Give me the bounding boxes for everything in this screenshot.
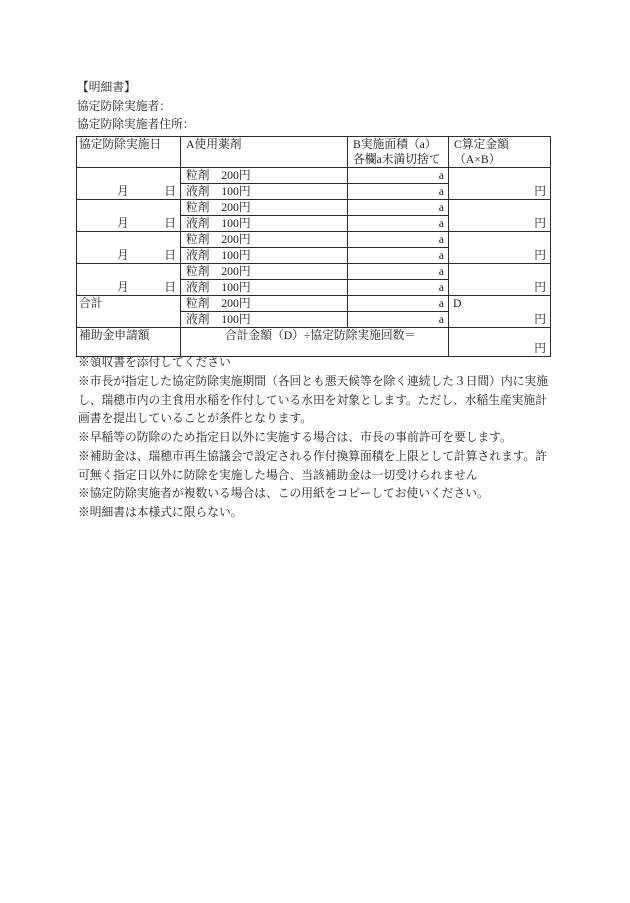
area-cell: a	[348, 264, 449, 280]
total-label: 合計	[79, 297, 103, 310]
header-area-line2: 各欄a未満切捨て	[353, 153, 441, 166]
total-amount-box	[449, 296, 550, 327]
area-cell: a	[348, 248, 449, 264]
day-label: 日	[164, 249, 176, 262]
note-line: ※早稲等の防除のため指定日以外に実施する場合は、市長の事前許可を要します。	[78, 431, 512, 444]
amount-cell	[449, 232, 551, 264]
yen-label: 円	[534, 313, 546, 326]
detail-table	[76, 136, 551, 357]
area-cell: a	[348, 216, 449, 232]
amount-cell	[449, 264, 551, 296]
date-cell	[77, 200, 181, 232]
header-area	[348, 137, 449, 168]
header-date: 協定防除実施日	[77, 137, 181, 168]
month-label: 月	[117, 185, 129, 198]
date-cell	[77, 264, 181, 296]
area-cell: a	[348, 200, 449, 216]
yen-label: 円	[534, 249, 546, 262]
amount-cell	[449, 200, 551, 232]
area-cell: a	[348, 168, 449, 184]
date-cell-box	[77, 264, 180, 295]
note-line: ※協定防除実施者が複数いる場合は、この用紙をコピーしてお使いください。	[78, 487, 489, 501]
month-label: 月	[117, 281, 129, 294]
note-line: ※領収書を添付してください	[78, 356, 231, 369]
table-row	[77, 232, 551, 248]
header-area-line1: B実施面積（a）	[353, 138, 437, 151]
subsidy-amount-box	[449, 328, 550, 356]
total-label-box	[77, 296, 180, 327]
header-amount	[449, 137, 551, 168]
month-label: 月	[117, 217, 129, 230]
note-line: ※市長が指定した協定防除実施期間（各回とも悪天候等を除く連続した３日間）内に実施	[78, 374, 548, 388]
agent-cell: 粒剤 200円	[181, 232, 348, 248]
area-cell: a	[348, 232, 449, 248]
agent-cell: 粒剤 200円	[181, 200, 348, 216]
month-label: 月	[117, 249, 129, 262]
yen-label: 円	[534, 281, 546, 294]
day-label: 日	[164, 217, 176, 230]
date-cell	[77, 168, 181, 200]
yen-label: 円	[534, 342, 546, 355]
area-cell: a	[348, 280, 449, 296]
day-label: 日	[164, 185, 176, 198]
note-line: 可無く指定日以外に防除を実施した場合、当該補助金は一切受けられません	[78, 468, 478, 482]
yen-label: 円	[534, 217, 546, 230]
header-amount-line2: （A×B）	[454, 153, 501, 166]
subsidy-label: 補助金申請額	[77, 328, 181, 357]
subsidy-row	[77, 328, 551, 357]
total-d-label: D	[453, 297, 462, 310]
date-cell-box	[77, 200, 180, 231]
amount-cell-box	[449, 232, 550, 263]
note-line: 画書を提出していることが条件となります。	[78, 412, 313, 426]
amount-cell-box	[449, 168, 550, 199]
total-label-cell	[77, 296, 181, 328]
implementer-address-label: 協定防除実施者住所：	[77, 118, 195, 132]
amount-cell	[449, 168, 551, 200]
note-line: し、瑞穂市内の主食用水稲を作付している水田を対象とします。ただし、水稲生産実施計	[78, 393, 548, 407]
total-row	[77, 296, 551, 312]
amount-cell-box	[449, 200, 550, 231]
yen-label: 円	[534, 185, 546, 198]
table-row	[77, 168, 551, 184]
note-line: ※補助金は、瑞穂市再生協議会で設定される作付換算面積を上限として計算されます。許	[78, 449, 548, 463]
area-cell: a	[348, 184, 449, 200]
note-line: ※明細書は本様式に限らない。	[78, 506, 243, 519]
agent-cell: 液剤 100円	[181, 248, 348, 264]
agent-cell: 粒剤 200円	[181, 296, 348, 312]
date-cell-box	[77, 168, 180, 199]
subsidy-amount-cell	[449, 328, 551, 357]
agent-cell: 液剤 100円	[181, 280, 348, 296]
date-cell	[77, 232, 181, 264]
agent-cell: 粒剤 200円	[181, 168, 348, 184]
day-label: 日	[164, 281, 176, 294]
area-cell: a	[348, 296, 449, 312]
implementer-label: 協定防除実施者：	[77, 99, 171, 113]
header-agent: A使用薬剤	[181, 137, 348, 168]
agent-cell: 液剤 100円	[181, 184, 348, 200]
agent-cell: 液剤 100円	[181, 312, 348, 328]
agent-cell: 粒剤 200円	[181, 264, 348, 280]
document-intro	[77, 79, 195, 135]
amount-cell-box	[449, 264, 550, 295]
table-header-row	[77, 137, 551, 168]
header-amount-line1: C算定金額	[454, 138, 509, 151]
table-row	[77, 264, 551, 280]
notes-block	[78, 354, 548, 523]
date-cell-box	[77, 232, 180, 263]
document-title: 【明細書】	[77, 81, 136, 94]
total-amount-cell	[449, 296, 551, 328]
table-row	[77, 200, 551, 216]
subsidy-formula: 合計金額（D）÷協定防除実施回数＝	[181, 328, 449, 357]
agent-cell: 液剤 100円	[181, 216, 348, 232]
area-cell: a	[348, 312, 449, 328]
